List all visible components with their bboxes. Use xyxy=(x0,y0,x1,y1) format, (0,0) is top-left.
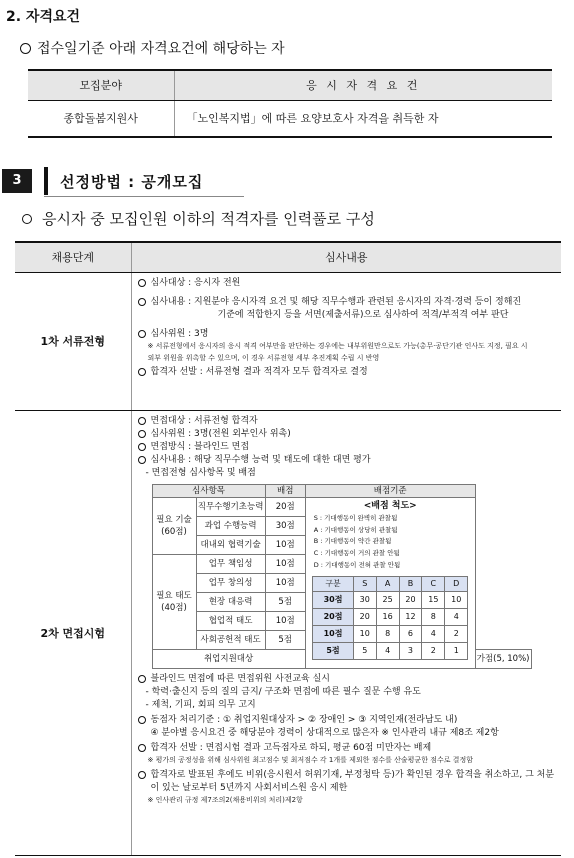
note: ※ 평가의 공정성을 위해 심사위원 최고점수 및 최저점수 각 1개를 제외한 점수를 산술평균한 점수로 결정함 xyxy=(147,756,473,765)
grid-cell: 2 xyxy=(422,642,445,659)
circle-bullet-icon xyxy=(138,279,146,287)
list-item: 심사위원 : 3명(전원 외부인사 위촉) xyxy=(138,428,558,441)
section-title: 선정방법 : 공개모집 xyxy=(60,173,204,191)
section-2-heading: 2. 자격요건 xyxy=(6,9,81,25)
section-number: 3 xyxy=(2,169,32,193)
eval-item: 업무 창의성 xyxy=(196,574,265,593)
selection-table xyxy=(15,241,561,856)
eval-score: 5점 xyxy=(265,593,305,612)
eval-item: 직무수행기초능력 xyxy=(196,498,265,517)
header-requirement: 응 시 자 격 요 건 xyxy=(174,70,552,100)
grid-header: D xyxy=(445,576,468,591)
sub-item: - 면접전형 심사항목 및 배점 xyxy=(145,467,256,478)
stage-2-content xyxy=(131,410,561,856)
grid-cell: 15 xyxy=(422,591,445,608)
circle-bullet-icon xyxy=(138,330,146,338)
list-item: 면접방식 : 블라인드 면접 xyxy=(138,441,558,454)
scale-item: B : 기대행동이 약간 관찰됨 xyxy=(313,537,392,546)
eval-item: 업무 책임성 xyxy=(196,555,265,574)
circle-bullet-icon xyxy=(138,675,146,683)
grid-header: S xyxy=(353,576,376,591)
circle-bullet-icon xyxy=(20,43,31,54)
grid-header: 구분 xyxy=(313,576,354,591)
grid-cell: 8 xyxy=(376,625,399,642)
eval-extra-label: 취업지원대상 xyxy=(152,650,305,669)
eval-score: 30점 xyxy=(265,517,305,536)
circle-bullet-icon xyxy=(138,771,146,779)
grid-cell: 5 xyxy=(353,642,376,659)
circle-bullet-icon xyxy=(138,443,146,451)
grid-header: B xyxy=(399,576,422,591)
circle-bullet-icon xyxy=(138,417,146,425)
eval-item: 현장 대응력 xyxy=(196,593,265,612)
grid-cell: 4 xyxy=(422,625,445,642)
note: ※ 서류전형에서 응시자의 응시 적격 여부만을 판단하는 경우에는 내부위원만으로도 가능(총무·공단기관 인사도 지정, 필요 시 xyxy=(147,341,528,350)
circle-bullet-icon xyxy=(138,716,146,724)
grid-cell: 10 xyxy=(445,591,468,608)
header-stage: 채용단계 xyxy=(15,242,131,272)
note: ※ 인사관리 규정 제7조의2(채용비위의 처리)제2항 xyxy=(147,796,303,805)
circle-bullet-icon xyxy=(138,456,146,464)
scale-item: D : 기대행동이 전혀 관찰 안됨 xyxy=(313,560,401,569)
cell-requirement: 「노인복지법」에 따른 요양보호사 자격을 취득한 자 xyxy=(174,100,552,137)
sub-item: - 학력·출신지 등의 질의 금지/ 구조화 면접에 따른 필수 질문 수행 유도 xyxy=(145,687,421,698)
sub-item: - 제척, 기피, 회피 의무 고지 xyxy=(145,700,256,711)
grid-cell: 10 xyxy=(353,625,376,642)
eval-score: 5점 xyxy=(265,631,305,650)
circle-bullet-icon xyxy=(138,430,146,438)
eval-header-criteria: 배점기준 xyxy=(305,484,475,497)
grid-cell: 6 xyxy=(399,625,422,642)
note: 외부 위원을 위촉할 수 있으며, 이 경우 서류전형 세부 추진계획 수립 시 반영 xyxy=(147,353,380,362)
list-item: 심사대상 : 응시자 전원 xyxy=(138,277,558,290)
eval-item: 과업 수행능력 xyxy=(196,517,265,536)
eval-item: 협업적 태도 xyxy=(196,612,265,631)
eval-item: 사회공헌적 태도 xyxy=(196,631,265,650)
heading-underline xyxy=(44,196,244,197)
heading-bar xyxy=(44,167,48,195)
eval-score: 10점 xyxy=(265,574,305,593)
score-grid xyxy=(312,576,468,660)
grid-header: C xyxy=(422,576,445,591)
list-item: 면접대상 : 서류전형 합격자 xyxy=(138,415,558,428)
list-item: 심사위원 : 3명 xyxy=(138,328,558,341)
scale-item: A : 기대행동이 상당히 관찰됨 xyxy=(313,525,398,534)
eval-score: 10점 xyxy=(265,612,305,631)
eval-score: 10점 xyxy=(265,555,305,574)
section-2-subheading: 접수일기준 아래 자격요건에 해당하는 자 xyxy=(20,38,285,58)
grid-cell: 3 xyxy=(399,642,422,659)
list-item: 동점자 처리기준 : ① 취업지원대상자 > ② 장애인 > ③ 지역인재(전라남도 내) xyxy=(138,714,558,727)
grid-cell: 4 xyxy=(376,642,399,659)
grid-cell: 2 xyxy=(445,625,468,642)
grid-cell: 10점 xyxy=(313,625,354,642)
header-field: 모집분야 xyxy=(28,70,174,100)
scale-title: <배점 척도> xyxy=(363,501,417,512)
circle-bullet-icon xyxy=(138,368,146,376)
scale-item: C : 기대행동이 거의 관찰 안됨 xyxy=(313,549,400,558)
stage-2-label: 2차 면접시험 xyxy=(15,410,131,856)
circle-bullet-icon xyxy=(22,214,32,224)
eval-score: 20점 xyxy=(265,498,305,517)
eval-group-attitude: 필요 태도 (40점) xyxy=(152,555,196,650)
circle-bullet-icon xyxy=(138,744,146,752)
eval-group-skill: 필요 기술 (60점) xyxy=(152,498,196,555)
grid-cell: 30점 xyxy=(313,591,354,608)
eval-score: 10점 xyxy=(265,536,305,555)
list-item: 심사내용 : 해당 직무수행 능력 및 태도에 대한 대면 평가 xyxy=(138,454,558,467)
qualification-table xyxy=(28,69,552,138)
header-content: 심사내용 xyxy=(131,242,561,272)
eval-extra-value: 가점(5, 10%) xyxy=(475,650,531,669)
stage-1-content xyxy=(131,272,561,410)
grid-cell: 12 xyxy=(399,608,422,625)
eval-header-item: 심사항목 xyxy=(152,484,265,497)
cell-field: 종합돌봄지원사 xyxy=(28,100,174,137)
list-item: 합격자로 발표된 후에도 비위(응시원서 허위기재, 부정청탁 등)가 확인된 경우 합격을 취소하고, 그 처분이 있는 날로부터 5년까지 사회서비스원 응시 제한 xyxy=(138,769,558,795)
grid-cell: 20점 xyxy=(313,608,354,625)
section-3-subheading: 응시자 중 모집인원 이하의 적격자를 인력풀로 구성 xyxy=(22,208,375,229)
evaluation-table xyxy=(152,484,532,669)
scale-item: S : 기대행동이 완벽히 관찰됨 xyxy=(313,514,398,523)
grid-cell: 4 xyxy=(445,608,468,625)
grid-cell: 16 xyxy=(376,608,399,625)
grid-cell: 30 xyxy=(353,591,376,608)
stage-1-label: 1차 서류전형 xyxy=(15,272,131,410)
eval-item: 대내외 협력기술 xyxy=(196,536,265,555)
list-item: 블라인드 면접에 따른 면접위원 사전교육 실시 xyxy=(138,673,558,686)
eval-criteria-cell xyxy=(305,498,475,669)
list-item-continued: 기준에 적합한지 등을 서면(제출서류)으로 심사하여 적격/부적격 여부 판단 xyxy=(217,309,509,320)
eval-header-score: 배점 xyxy=(265,484,305,497)
grid-cell: 1 xyxy=(445,642,468,659)
scale-list xyxy=(308,513,473,571)
grid-header: A xyxy=(376,576,399,591)
grid-cell: 25 xyxy=(376,591,399,608)
grid-cell: 20 xyxy=(353,608,376,625)
list-item: 합격자 선발 : 면접시험 결과 고득점자로 하되, 평균 60점 미만자는 배제 xyxy=(138,742,558,755)
grid-cell: 20 xyxy=(399,591,422,608)
section-3-heading xyxy=(0,165,420,195)
grid-cell: 8 xyxy=(422,608,445,625)
list-item-continued: ④ 분야별 응시요건 중 해당분야 경력이 상대적으로 많은자 ※ 인사관리 내규 제8조 제2항 xyxy=(150,728,499,739)
grid-cell: 5점 xyxy=(313,642,354,659)
circle-bullet-icon xyxy=(138,298,146,306)
list-item: 심사내용 : 지원분야 응시자격 요건 및 해당 직무수행과 관련된 응시자의 자격·경력 등이 정해진 xyxy=(138,296,558,309)
list-item: 합격자 선발 : 서류전형 결과 적격자 모두 합격자로 결정 xyxy=(138,366,558,379)
